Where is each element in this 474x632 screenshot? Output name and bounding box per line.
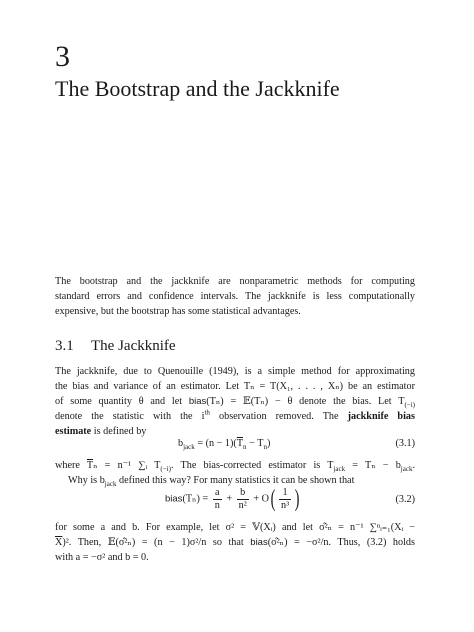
bias-operator: bias [165,493,183,505]
equation-number: (3.2) [395,494,415,505]
section-number: 3.1 [55,338,74,354]
section-heading [55,337,176,355]
bias-corrected-paragraph [55,458,415,488]
equation-3-2 [55,486,415,518]
intro-paragraph [55,274,415,319]
fraction: $\frac{1}{\text{n³}}$ [281,486,290,511]
intro-line: expensive, but the bootstrap has some statistical advantages. [55,306,301,317]
jackknife-paragraph [55,364,415,439]
section-title: The Jackknife [91,338,176,354]
intro-line: standard errors and confidence intervals. The jackknife is less computationally [55,291,415,302]
term-jackknife-bias: jackknife bias [347,411,415,422]
fraction: $\frac{b}{\text{n²}}$ [238,486,247,511]
chapter-number: 3 [55,40,70,73]
equation-number: (3.1) [395,438,415,449]
para-line: denote the statistic with the $i^{th}$ observation removed. The jackknife bias [55,408,415,422]
para-line: where $\overline{T}_n = n^{-1}$ ∑ᵢ $T_{(-i)}$. The bias-corrected estimator is $T_{jack} = T_n - b_{jack}$. [55,460,416,474]
para-line: of some quantity θ and let bias(Tₙ) = 𝔼(Tₙ) − θ denote the bias. Let $T_{(-i)}$ [55,396,416,410]
para-line: with a = −σ² and b = 0. [55,552,149,563]
para-line: The jackknife, due to Quenouille (1949), is a simple method for approximating [55,366,415,377]
para-line: $\overline{X})^2$. Then, 𝔼(σ̂²ₙ) = (n − 1)σ²/n so that bias(σ̂²ₙ) = −σ²/n. Thus, (3.2) holds [55,537,415,548]
para-line: the bias and variance of an estimator. Let Tₙ = T(X₁, . . . , Xₙ) be an estimator [55,381,415,392]
intro-line: The bootstrap and the jackknife are nonparametric methods for computing [55,276,415,287]
chapter-title: The Bootstrap and the Jackknife [55,76,340,101]
equation-3-1 [55,438,415,454]
example-paragraph [55,520,415,565]
term-estimate: estimate [55,426,92,437]
equation-body: $b_{jack} = (n - 1)(\overline{T}_n - T_n)$ [178,438,271,452]
para-line: estimate is defined by [55,426,147,437]
para-line: Why is $b_{jack}$ defined this way? For many statistics it can be shown that [68,475,355,489]
equation-body: bias(Tₙ) = $\frac{a}{n}$ + $\frac{b}{\text{n²}}$ + O( $\frac{1}{\text{n³}}$ ) [165,486,300,512]
fraction: $\frac{a}{n}$ [214,486,220,511]
bias-operator: bias [188,396,207,407]
bias-operator: bias [250,537,268,548]
para-line: for some a and b. For example, let σ² = 𝕍(Xᵢ) and let σ̂²ₙ = n⁻¹ ∑ⁿᵢ₌₁(Xᵢ − [55,522,416,533]
